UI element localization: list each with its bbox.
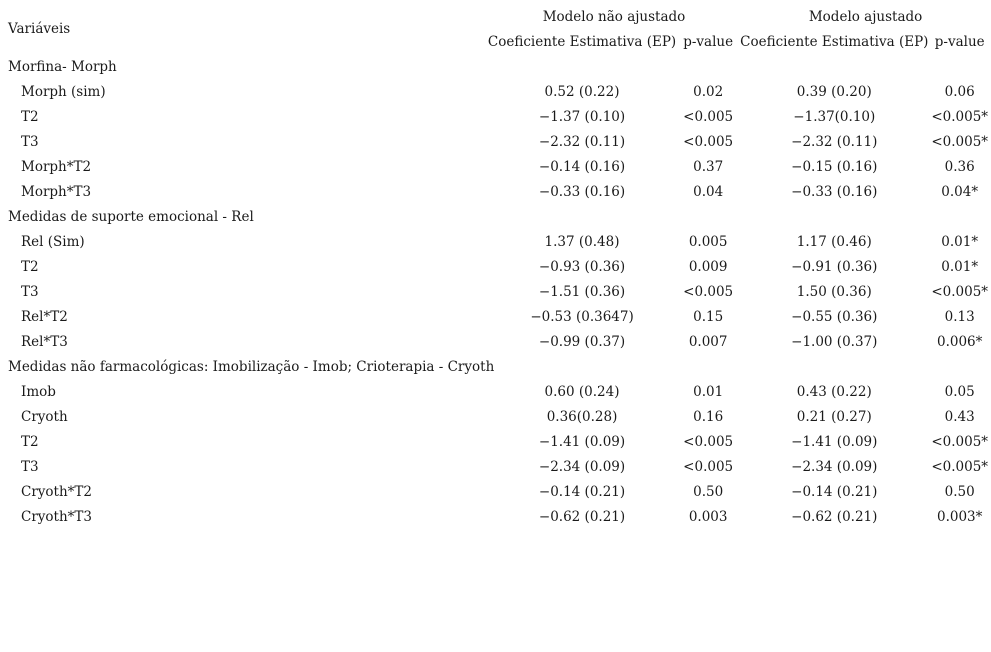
pvalue-adjusted-cell: 0.50 — [944, 483, 975, 500]
pvalue-unadjusted-cell: 0.37 — [693, 158, 724, 175]
table-row — [0, 129, 991, 154]
table-row — [0, 179, 991, 204]
estimate-unadjusted-cell: −0.93 (0.36) — [538, 258, 626, 275]
adjusted-model-header: Modelo ajustado — [808, 8, 923, 25]
header-row-models — [0, 4, 991, 29]
estimate-adjusted-cell: −0.33 (0.16) — [791, 183, 878, 200]
section-title: Medidas não farmacológicas: Imobilização - Imob; Crioterapia - Cryoth — [8, 358, 495, 375]
variable-cell: T3 — [21, 133, 39, 150]
table-row — [0, 504, 991, 529]
estimate-adjusted-cell: −0.15 (0.16) — [791, 158, 878, 175]
table-row — [0, 404, 991, 429]
pvalue-adjusted-cell: 0.006* — [937, 333, 983, 350]
variable-cell: T3 — [21, 283, 39, 300]
variable-cell: T2 — [21, 433, 39, 450]
table-row — [0, 379, 991, 404]
section-title: Medidas de suporte emocional - Rel — [8, 208, 254, 225]
pvalue-adjusted-cell: 0.05 — [944, 383, 975, 400]
variable-cell: Morph (sim) — [21, 83, 106, 100]
section-title: Morfina- Morph — [8, 58, 117, 75]
pvalue-unadjusted-cell: 0.01 — [693, 383, 724, 400]
estimate-unadjusted-cell: 0.52 (0.22) — [544, 83, 620, 100]
estimate-adjusted-cell: −0.62 (0.21) — [791, 508, 878, 525]
table-row — [0, 429, 991, 454]
pvalue-header-adjusted: p-value — [934, 33, 985, 50]
section-row — [0, 54, 991, 79]
variable-cell: Imob — [21, 383, 56, 400]
pvalue-adjusted-cell: <0.005* — [931, 458, 989, 475]
pvalue-unadjusted-cell: <0.005 — [683, 433, 734, 450]
pvalue-adjusted-cell: 0.36 — [944, 158, 975, 175]
variable-cell: Cryoth — [21, 408, 68, 425]
variable-cell: Rel*T3 — [21, 333, 68, 350]
estimate-adjusted-cell: −1.41 (0.09) — [791, 433, 878, 450]
estimate-unadjusted-cell: −1.37 (0.10) — [538, 108, 626, 125]
coef-header-adjusted: Coeficiente Estimativa (EP) — [740, 33, 929, 50]
pvalue-adjusted-cell: 0.13 — [944, 308, 975, 325]
pvalue-unadjusted-cell: 0.003 — [688, 508, 728, 525]
estimate-adjusted-cell: 0.39 (0.20) — [796, 83, 872, 100]
pvalue-adjusted-cell: <0.005* — [931, 433, 989, 450]
estimate-unadjusted-cell: 1.37 (0.48) — [544, 233, 620, 250]
pvalue-unadjusted-cell: 0.005 — [688, 233, 728, 250]
estimate-unadjusted-cell: −0.14 (0.21) — [538, 483, 626, 500]
table-row — [0, 254, 991, 279]
estimate-adjusted-cell: 1.17 (0.46) — [796, 233, 872, 250]
estimate-adjusted-cell: −1.37(0.10) — [793, 108, 876, 125]
pvalue-unadjusted-cell: 0.15 — [693, 308, 724, 325]
estimate-unadjusted-cell: −1.41 (0.09) — [538, 433, 626, 450]
variables-header: Variáveis — [8, 21, 71, 37]
pvalue-adjusted-cell: <0.005* — [931, 133, 989, 150]
pvalue-unadjusted-cell: <0.005 — [683, 283, 734, 300]
table-header — [0, 4, 991, 54]
estimate-unadjusted-cell: −0.14 (0.16) — [538, 158, 626, 175]
pvalue-unadjusted-cell: 0.16 — [693, 408, 724, 425]
regression-table — [0, 4, 991, 529]
unadjusted-model-header: Modelo não ajustado — [542, 8, 686, 25]
pvalue-adjusted-cell: 0.06 — [944, 83, 975, 100]
estimate-unadjusted-cell: −0.99 (0.37) — [538, 333, 626, 350]
pvalue-adjusted-cell: <0.005* — [931, 108, 989, 125]
estimate-adjusted-cell: −2.32 (0.11) — [791, 133, 878, 150]
variable-cell: Rel (Sim) — [21, 233, 85, 250]
table-row — [0, 229, 991, 254]
estimate-unadjusted-cell: −1.51 (0.36) — [538, 283, 626, 300]
estimate-adjusted-cell: 0.21 (0.27) — [796, 408, 872, 425]
estimate-unadjusted-cell: −0.62 (0.21) — [538, 508, 626, 525]
pvalue-adjusted-cell: 0.01* — [941, 258, 979, 275]
pvalue-adjusted-cell: 0.01* — [941, 233, 979, 250]
table-row — [0, 454, 991, 479]
table-row — [0, 304, 991, 329]
table-row — [0, 279, 991, 304]
pvalue-adjusted-cell: 0.003* — [937, 508, 983, 525]
estimate-adjusted-cell: −1.00 (0.37) — [791, 333, 878, 350]
estimate-adjusted-cell: −0.14 (0.21) — [791, 483, 878, 500]
pvalue-header-unadjusted: p-value — [683, 33, 734, 50]
estimate-adjusted-cell: 1.50 (0.36) — [796, 283, 872, 300]
section-row — [0, 204, 991, 229]
pvalue-unadjusted-cell: 0.02 — [693, 83, 724, 100]
pvalue-unadjusted-cell: <0.005 — [683, 458, 734, 475]
estimate-adjusted-cell: −0.91 (0.36) — [791, 258, 878, 275]
pvalue-unadjusted-cell: 0.04 — [693, 183, 724, 200]
estimate-adjusted-cell: −2.34 (0.09) — [791, 458, 878, 475]
estimate-unadjusted-cell: −0.53 (0.3647) — [530, 308, 634, 325]
estimate-adjusted-cell: −0.55 (0.36) — [791, 308, 878, 325]
variable-cell: T3 — [21, 458, 39, 475]
pvalue-unadjusted-cell: 0.009 — [688, 258, 728, 275]
table-row — [0, 479, 991, 504]
estimate-unadjusted-cell: −0.33 (0.16) — [538, 183, 626, 200]
table-row — [0, 104, 991, 129]
estimate-unadjusted-cell: −2.32 (0.11) — [538, 133, 626, 150]
pvalue-unadjusted-cell: 0.50 — [693, 483, 724, 500]
variable-cell: Cryoth*T2 — [21, 483, 93, 500]
estimate-unadjusted-cell: −2.34 (0.09) — [538, 458, 626, 475]
pvalue-unadjusted-cell: 0.007 — [688, 333, 728, 350]
variable-cell: Morph*T3 — [21, 183, 92, 200]
variable-cell: Rel*T2 — [21, 308, 68, 325]
estimate-adjusted-cell: 0.43 (0.22) — [796, 383, 872, 400]
table-row — [0, 154, 991, 179]
variable-cell: T2 — [21, 108, 39, 125]
coef-header-unadjusted: Coeficiente Estimativa (EP) — [487, 33, 677, 50]
pvalue-adjusted-cell: 0.43 — [944, 408, 975, 425]
variable-cell: Morph*T2 — [21, 158, 92, 175]
estimate-unadjusted-cell: 0.60 (0.24) — [544, 383, 620, 400]
pvalue-unadjusted-cell: <0.005 — [683, 133, 734, 150]
variable-cell: T2 — [21, 258, 39, 275]
estimate-unadjusted-cell: 0.36(0.28) — [546, 408, 618, 425]
table-body — [0, 54, 991, 529]
table-row — [0, 329, 991, 354]
table-row — [0, 79, 991, 104]
pvalue-adjusted-cell: <0.005* — [931, 283, 989, 300]
section-row — [0, 354, 991, 379]
pvalue-adjusted-cell: 0.04* — [941, 183, 979, 200]
pvalue-unadjusted-cell: <0.005 — [683, 108, 734, 125]
variable-cell: Cryoth*T3 — [21, 508, 93, 525]
